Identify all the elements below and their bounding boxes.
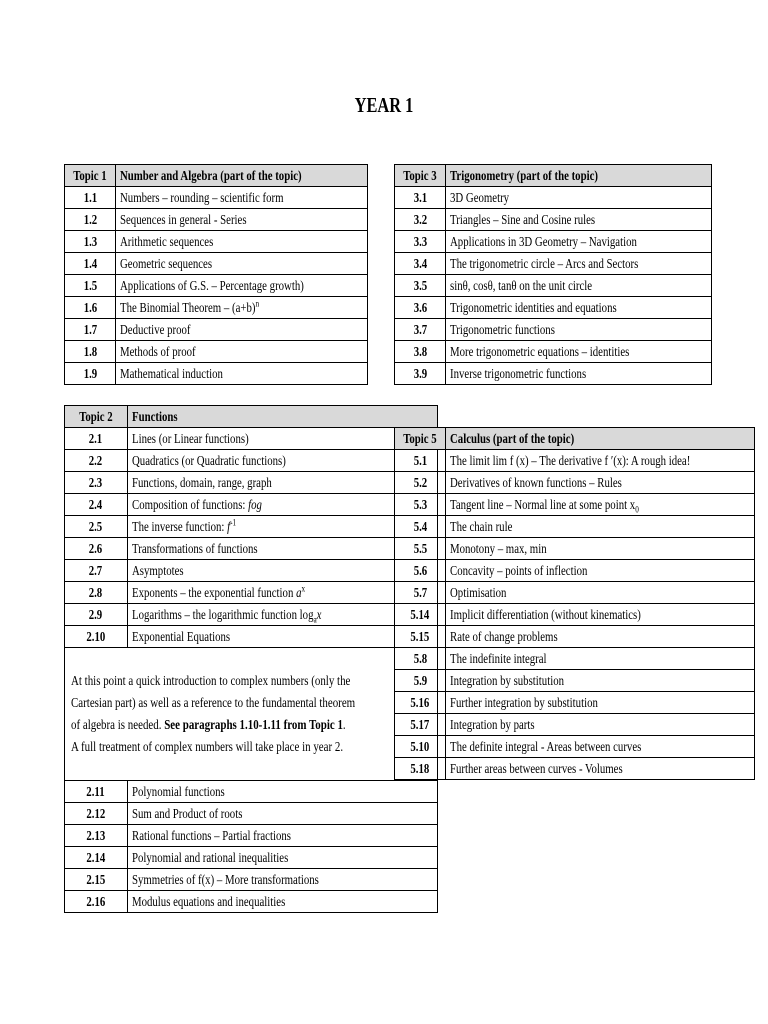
row-text-italic: a [295,584,302,600]
row-code: 5.18 [410,760,430,776]
row-text [450,367,586,381]
row-text [450,476,622,490]
row-text-main: Geometric sequences [119,255,212,271]
topic-row [65,847,438,869]
row-text [132,564,184,578]
row-text-main: Integration by parts [449,716,535,732]
row-text-main: Implicit differentiation (without kinematics) [449,606,641,622]
topic2-note-body [65,648,438,781]
topic-row [65,275,368,297]
topic2-header [65,406,438,428]
topic-row [395,538,755,560]
row-text [131,517,236,534]
row-code: 5.7 [413,584,427,600]
topic5-header [395,428,755,450]
row-text-sup: n [255,298,259,308]
row-text-main: Tangent line – Normal line at some point x [449,496,636,512]
row-text [450,586,506,600]
topic3-table [394,164,712,385]
row-code: 2.2 [89,452,103,468]
row-text [120,235,213,249]
topic3-title: Trigonometry (part of the topic) [449,167,598,183]
row-text [450,235,637,249]
topic-row [395,450,755,472]
row-text-main: Further areas between curves - Volumes [449,760,623,776]
note-period: . [342,717,346,732]
topic-row [65,582,438,604]
row-text-main: The Binomial Theorem – (a+b) [119,299,256,315]
topic-row [65,494,438,516]
topic-row [65,560,438,582]
row-text [132,542,258,556]
row-code: 5.10 [410,738,430,754]
note-text: At this point a quick introduction to complex numbers (only the Cartesian part) as well as a reference to the fundamental theorem of algebra is needed. [71,673,356,732]
page-title: YEAR 1 [354,93,414,117]
row-code: 2.11 [86,783,105,799]
row-text [131,606,322,625]
row-text [132,630,230,644]
row-text-main: Monotony – max, min [449,540,547,556]
row-code: 5.6 [413,562,427,578]
topic-row [395,582,755,604]
row-code: 1.7 [83,321,97,337]
row-text-sup: x [301,583,305,593]
row-text-main: Further integration by substitution [449,694,598,710]
topic5-table [394,427,755,780]
topic-row [65,825,438,847]
row-text [120,279,304,293]
topic1-table [64,164,368,385]
topic1-code: Topic 1 [73,167,107,183]
topic3-header [395,165,712,187]
row-text-main: The definite integral - Areas between curves [449,738,642,754]
topic5-body [395,428,755,780]
row-code: 2.7 [89,562,103,578]
note-reference: See paragraphs 1.10-1.11 from Topic 1 [164,717,343,732]
row-text-main: sinθ, cosθ, tanθ on the unit circle [449,277,592,293]
topic-row [65,363,368,385]
row-code: 1.9 [83,365,97,381]
topic-row [65,253,368,275]
row-code: 3.8 [413,343,427,359]
topic-row [395,516,755,538]
row-text [450,191,509,205]
row-text-main: Mathematical induction [119,365,223,381]
row-text-main: Composition of functions: [131,496,248,512]
row-text-main: Symmetries of f(x) – More transformations [131,871,319,887]
row-text [132,895,285,909]
topic-row [65,428,438,450]
row-text [450,740,641,754]
row-text-italic: fog [247,496,262,512]
row-code: 3.6 [413,299,427,315]
row-text-main: Inverse trigonometric functions [449,365,587,381]
row-code: 3.7 [413,321,427,337]
topic-row [65,891,438,913]
row-text [132,851,288,865]
row-text [450,542,547,556]
topic-row [395,341,712,363]
topic-row [65,472,438,494]
topic3-code: Topic 3 [403,167,437,183]
row-text [120,345,196,359]
row-text-main: Modulus equations and inequalities [131,893,285,909]
topic-row [395,626,755,648]
row-text-main: Optimisation [449,584,507,600]
topic5-title: Calculus (part of the topic) [449,430,575,446]
row-text [450,718,535,732]
topic2-table [64,405,438,913]
row-text [132,432,249,446]
row-text-main: Exponential Equations [131,628,230,644]
row-code: 1.1 [83,189,97,205]
topic-row [65,209,368,231]
row-text-main: Integration by substitution [449,672,564,688]
row-text-main: Polynomial functions [131,783,225,799]
row-text [120,257,212,271]
row-code: 5.9 [413,672,427,688]
row-code: 5.5 [413,540,427,556]
topic-row [65,604,438,626]
topic1-header [65,165,368,187]
topic1-body [65,165,368,385]
row-text [450,520,512,534]
row-text [132,829,291,843]
row-code: 1.6 [83,299,97,315]
row-code: 5.15 [410,628,430,644]
topic-row [395,560,755,582]
row-text-main: Rational functions – Partial fractions [131,827,291,843]
row-text [450,630,558,644]
topic-row [65,781,438,803]
row-code: 3.1 [413,189,427,205]
row-text-main: Deductive proof [119,321,191,337]
topic-row [65,869,438,891]
row-code: 1.2 [83,211,97,227]
row-text-main: Polynomial and rational inequalities [131,849,288,865]
row-text-main: Rate of change problems [449,628,558,644]
row-text-main: The inverse function: [131,518,227,534]
row-text-main: Asymptotes [131,562,184,578]
row-code: 2.8 [89,584,103,600]
row-code: 2.13 [86,827,106,843]
row-text [120,191,283,205]
topic-row [395,363,712,385]
topic-row [395,494,755,516]
row-code: 5.4 [413,518,427,534]
row-text-main: Logarithms – the logarithmic function log [131,606,314,622]
row-text [450,674,564,688]
row-code: 2.14 [86,849,106,865]
row-text-main: Concavity – points of inflection [449,562,588,578]
row-text-main: Sequences in general - Series [119,211,247,227]
topic-row [395,209,712,231]
row-text [450,345,629,359]
row-text [120,323,190,337]
topic-row [65,538,438,560]
topic-row [395,736,755,758]
row-text [450,564,587,578]
row-text [132,873,319,887]
row-code: 2.4 [89,496,103,512]
topic-row [395,297,712,319]
row-text [132,476,272,490]
row-code: 1.8 [83,343,97,359]
row-text [450,301,617,315]
row-code: 3.3 [413,233,427,249]
row-text-main: The limit lim f (x) – The derivative f ′(x): A rough idea! [449,452,691,468]
row-code: 3.4 [413,255,427,271]
topic3-body [395,165,712,385]
row-text-main: Applications of G.S. – Percentage growth) [119,277,304,293]
row-code: 1.4 [83,255,97,271]
row-text-main: More trigonometric equations – identities [449,343,630,359]
row-code: 2.10 [86,628,106,644]
row-text-main: Quadratics (or Quadratic functions) [131,452,286,468]
complex-numbers-note [65,648,438,781]
row-code: 3.9 [413,365,427,381]
note-year2: A full treatment of complex numbers will take place in year 2. [71,739,344,754]
row-text [450,257,638,271]
topic-row [65,516,438,538]
row-text-main: Derivatives of known functions – Rules [449,474,622,490]
row-code: 5.1 [413,452,427,468]
row-text-main: Exponents – the exponential function [131,584,296,600]
row-text-main: Applications in 3D Geometry – Navigation [449,233,637,249]
row-text-sub: a [313,614,317,625]
row-code: 3.5 [413,277,427,293]
row-code: 3.2 [413,211,427,227]
topic5-code: Topic 5 [403,430,437,446]
topic-row [395,231,712,253]
topic-row [395,604,755,626]
row-code: 2.9 [89,606,103,622]
row-code: 1.5 [83,277,97,293]
row-code: 2.16 [86,893,106,909]
row-code: 2.3 [89,474,103,490]
row-text-sub: 0 [635,504,639,515]
row-code: 2.1 [89,430,103,446]
row-text [132,454,286,468]
topic-row [395,275,712,297]
row-text [450,323,555,337]
topic2-code: Topic 2 [79,408,113,424]
topic-row [395,692,755,714]
row-code: 5.14 [410,606,430,622]
topic-row [395,253,712,275]
topic-row [395,648,755,670]
topic-row [65,231,368,253]
topic-row [395,187,712,209]
row-text-main: Trigonometric functions [449,321,555,337]
row-text-main: Functions, domain, range, graph [131,474,272,490]
topic-row [65,187,368,209]
row-code: 2.15 [86,871,106,887]
topic-row [395,758,755,780]
topic-row [395,714,755,736]
row-text [450,454,690,468]
topic1-title: Number and Algebra (part of the topic) [119,167,302,183]
row-text-main: The trigonometric circle – Arcs and Sectors [449,255,639,271]
row-text-main: Triangles – Sine and Cosine rules [449,211,596,227]
topic2-body [65,406,438,648]
row-code: 5.16 [410,694,430,710]
row-text [449,496,639,515]
row-text-main: The chain rule [449,518,513,534]
row-code: 5.17 [410,716,430,732]
row-text [120,367,223,381]
row-text-main: Lines (or Linear functions) [131,430,249,446]
row-text [120,213,247,227]
row-text-main: Numbers – rounding – scientific form [119,189,284,205]
topic2-note-row [65,648,438,781]
topic-row [65,803,438,825]
row-text-italic: x [316,606,322,622]
row-text [450,279,592,293]
row-text [132,807,242,821]
row-text-main: Arithmetic sequences [119,233,214,249]
topic-row [65,626,438,648]
row-text-sup: -1 [229,517,236,527]
row-text [132,785,225,799]
topic-row [65,341,368,363]
row-text-italic: f [226,518,230,534]
topic-row [395,472,755,494]
row-text [450,652,547,666]
row-text [450,213,595,227]
row-code: 2.12 [86,805,106,821]
row-code: 5.2 [413,474,427,490]
topic-row [65,319,368,341]
row-code: 1.3 [83,233,97,249]
row-code: 2.5 [89,518,103,534]
row-code: 5.8 [413,650,427,666]
topic-row [395,319,712,341]
row-text [119,298,259,315]
row-text-main: The indefinite integral [449,650,547,666]
topic2-title: Functions [131,408,178,424]
topic-row [65,450,438,472]
row-text [131,583,305,600]
row-text [450,762,623,776]
row-text-main: Methods of proof [119,343,196,359]
row-code: 2.6 [89,540,103,556]
row-text-main: Trigonometric identities and equations [449,299,617,315]
row-text [450,608,641,622]
topic2-body-b [65,781,438,913]
row-text [450,696,598,710]
topic-row [65,297,368,319]
topic-row [395,670,755,692]
row-text [132,498,262,512]
row-text-main: 3D Geometry [449,189,509,205]
row-text-main: Sum and Product of roots [131,805,243,821]
row-code: 5.3 [413,496,427,512]
row-text-main: Transformations of functions [131,540,258,556]
